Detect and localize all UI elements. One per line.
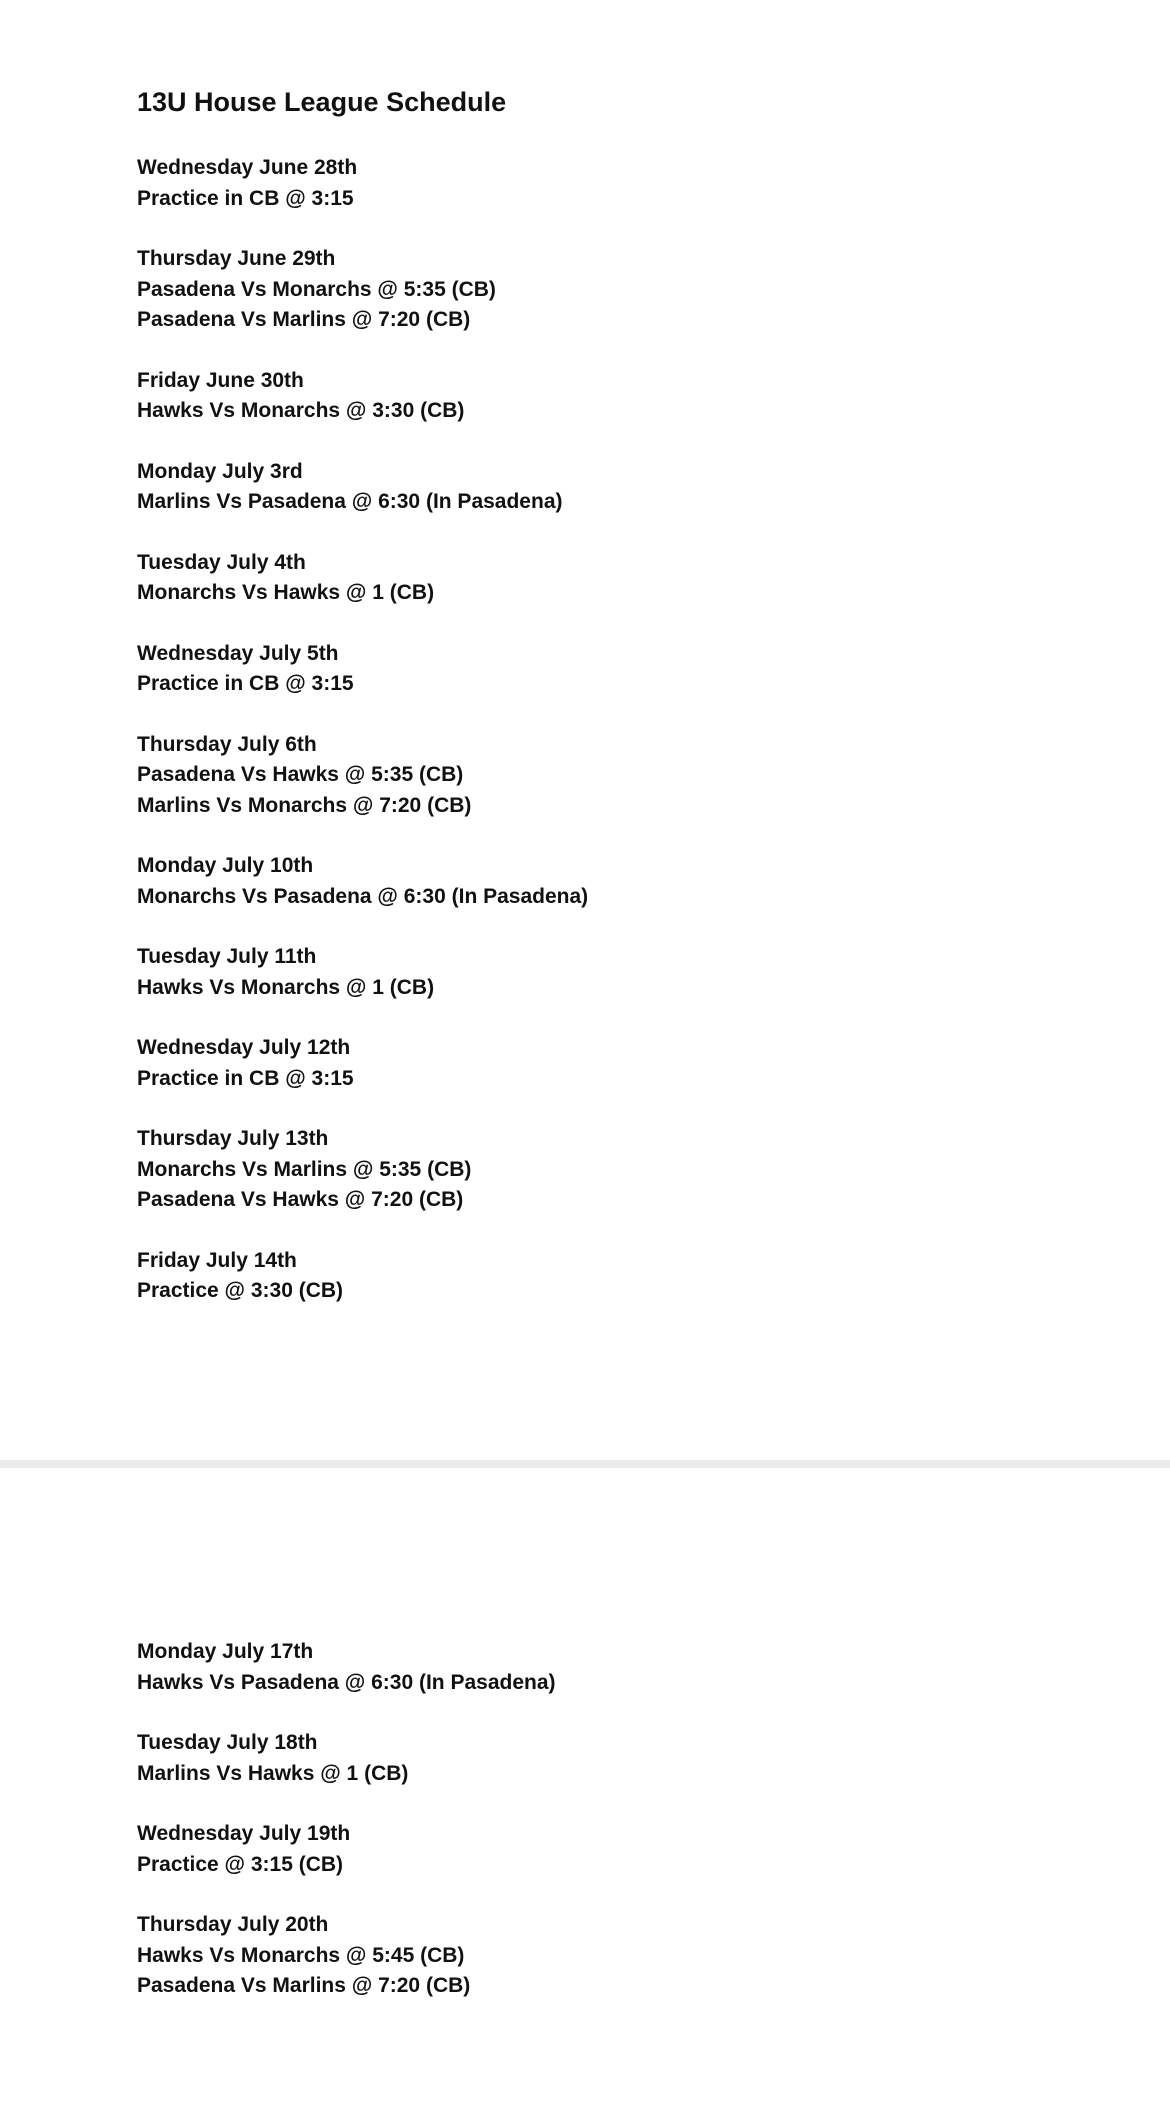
schedule-event: Marlins Vs Monarchs @ 7:20 (CB) (137, 793, 472, 817)
schedule-day (137, 1033, 588, 1094)
schedule-event: Pasadena Vs Marlins @ 7:20 (CB) (137, 1974, 471, 1997)
schedule-date: Wednesday July 12th (137, 1036, 351, 1059)
schedule-list-page-2 (137, 1637, 556, 2002)
schedule-day (137, 244, 588, 336)
schedule-list-page-1 (137, 153, 588, 1307)
schedule-event: Pasadena Vs Hawks @ 5:35 (CB) (137, 763, 464, 786)
schedule-day (137, 1124, 588, 1216)
schedule-day (137, 639, 588, 700)
page-2-content (137, 1637, 556, 2032)
document-page-2 (0, 1468, 1170, 2109)
schedule-event: Pasadena Vs Marlins @ 7:20 (CB) (137, 308, 471, 331)
schedule-date: Thursday July 20th (137, 1913, 329, 1936)
schedule-day (137, 730, 588, 822)
schedule-event: Practice @ 3:30 (CB) (137, 1279, 344, 1302)
schedule-event: Marlins Vs Pasadena @ 6:30 (In Pasadena) (137, 490, 563, 513)
schedule-event: Hawks Vs Monarchs @ 3:30 (CB) (137, 399, 465, 422)
schedule-date: Friday June 30th (137, 368, 304, 392)
document-title: 13U House League Schedule (137, 87, 507, 117)
schedule-event: Monarchs Vs Pasadena @ 6:30 (In Pasadena) (137, 884, 589, 908)
schedule-event: Pasadena Vs Hawks @ 7:20 (CB) (137, 1188, 464, 1211)
schedule-day (137, 1246, 588, 1307)
schedule-date: Wednesday June 28th (137, 156, 358, 179)
schedule-day (137, 366, 588, 427)
schedule-day (137, 1819, 556, 1880)
schedule-day (137, 1637, 556, 1698)
schedule-date: Thursday June 29th (137, 247, 336, 270)
schedule-date: Tuesday July 4th (137, 550, 306, 574)
schedule-date: Wednesday July 5th (137, 641, 339, 665)
page-1-content (137, 84, 588, 1337)
schedule-day (137, 457, 588, 518)
schedule-date: Monday July 17th (137, 1640, 314, 1663)
schedule-event: Hawks Vs Monarchs @ 5:45 (CB) (137, 1943, 465, 1967)
schedule-day (137, 1910, 556, 2002)
schedule-day (137, 153, 588, 214)
schedule-day (137, 851, 588, 912)
schedule-date: Thursday July 6th (137, 732, 317, 756)
schedule-date: Monday July 10th (137, 854, 314, 877)
schedule-date: Monday July 3rd (137, 459, 303, 483)
schedule-date: Tuesday July 11th (137, 945, 317, 968)
schedule-event: Practice in CB @ 3:15 (137, 672, 354, 695)
schedule-event: Hawks Vs Pasadena @ 6:30 (In Pasadena) (137, 1670, 556, 1694)
schedule-event: Pasadena Vs Monarchs @ 5:35 (CB) (137, 277, 496, 301)
schedule-day (137, 1728, 556, 1789)
schedule-event: Marlins Vs Hawks @ 1 (CB) (137, 1761, 409, 1785)
schedule-event: Practice in CB @ 3:15 (137, 1066, 354, 1090)
schedule-event: Hawks Vs Monarchs @ 1 (CB) (137, 975, 435, 999)
schedule-day (137, 548, 588, 609)
schedule-date: Tuesday July 18th (137, 1731, 318, 1754)
schedule-date: Thursday July 13th (137, 1127, 329, 1150)
schedule-date: Wednesday July 19th (137, 1822, 351, 1845)
schedule-event: Monarchs Vs Marlins @ 5:35 (CB) (137, 1157, 472, 1181)
schedule-event: Practice in CB @ 3:15 (137, 186, 354, 210)
schedule-event: Monarchs Vs Hawks @ 1 (CB) (137, 581, 435, 604)
schedule-day (137, 942, 588, 1003)
schedule-event: Practice @ 3:15 (CB) (137, 1852, 344, 1876)
schedule-date: Friday July 14th (137, 1248, 297, 1272)
page-break-divider (0, 1460, 1170, 1468)
